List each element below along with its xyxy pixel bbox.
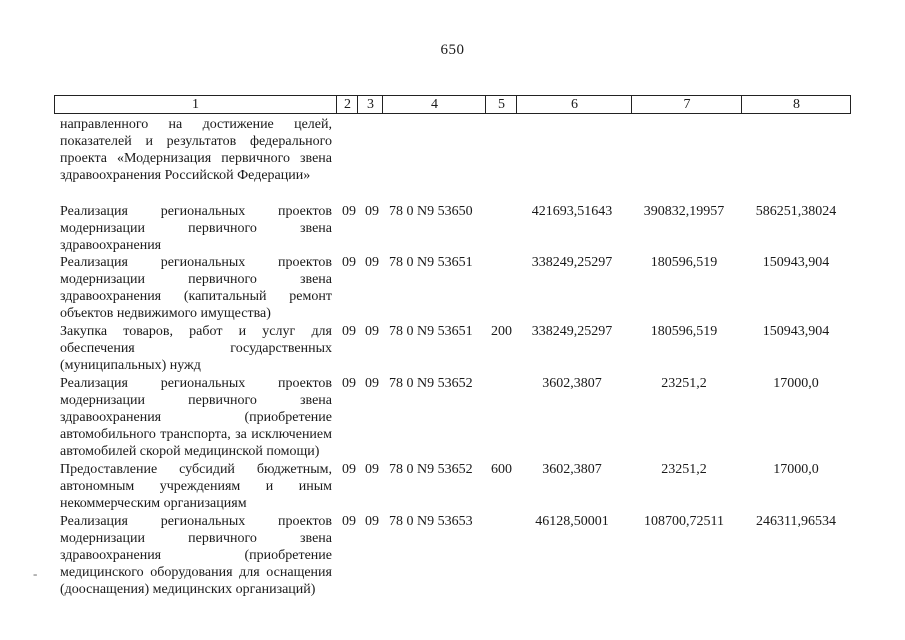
row-col-4: 78 0 N9 53651 — [389, 255, 473, 270]
row-col-2: 09 — [342, 204, 356, 219]
row-col-8: 150943,904 — [762, 324, 830, 339]
page-number: 650 — [440, 42, 465, 58]
row-description: Закупка товаров, работ и услуг для обеспечения государственных (муниципальных) нужд — [60, 324, 332, 373]
row-col-3: 09 — [365, 514, 379, 529]
row-col-2: 09 — [342, 324, 356, 339]
row-col-6: 3602,3807 — [542, 376, 602, 391]
row-col-6: 338249,25297 — [531, 324, 613, 339]
table-header-row — [54, 95, 851, 114]
row-col-8: 17000,0 — [773, 376, 819, 391]
row-description: Реализация региональных проектов модернизации первичного звена здравоохранения (приобретение медицинского оборудования для оснащения (дооснащения) медицинских организаций) — [60, 514, 332, 597]
row-col-4: 78 0 N9 53653 — [389, 514, 473, 529]
row-col-4: 78 0 N9 53652 — [389, 376, 473, 391]
row-description: Реализация региональных проектов модернизации первичного звена здравоохранения — [60, 204, 332, 253]
header-col-7: 7 — [631, 96, 742, 113]
row-col-6: 421693,51643 — [531, 204, 613, 219]
row-col-2: 09 — [342, 514, 356, 529]
row-col-2: 09 — [342, 255, 356, 270]
row-description: Реализация региональных проектов модернизации первичного звена здравоохранения (приобретение автомобильного транспорта, за исключением автомобилей скорой медицинской помощи) — [60, 376, 332, 459]
row-col-7: 23251,2 — [661, 376, 707, 391]
row-col-7: 180596,519 — [650, 255, 718, 270]
scan-artifact-mark: - — [33, 566, 38, 581]
row-col-6: 46128,50001 — [535, 514, 609, 529]
row-description: Реализация региональных проектов модернизации первичного звена здравоохранения (капитальный ремонт объектов недвижимого имущества) — [60, 255, 332, 321]
row-col-8: 246311,96534 — [756, 514, 836, 529]
row-col-4: 78 0 N9 53651 — [389, 324, 473, 339]
row-col-3: 09 — [365, 204, 379, 219]
continuation-description: направленного на достижение целей, показателей и результатов федерального проекта «Модернизация первичного звена здравоохранения Российской Федерации» — [60, 117, 332, 183]
row-description: Предоставление субсидий бюджетным, автономным учреждениям и иным некоммерческим организациям — [60, 462, 332, 511]
row-col-5: 200 — [491, 324, 512, 339]
header-col-6: 6 — [516, 96, 632, 113]
row-col-6: 338249,25297 — [531, 255, 613, 270]
row-col-4: 78 0 N9 53650 — [389, 204, 473, 219]
header-col-2: 2 — [336, 96, 358, 113]
header-col-3: 3 — [357, 96, 383, 113]
row-col-8: 150943,904 — [762, 255, 830, 270]
row-col-8: 586251,38024 — [755, 204, 837, 219]
row-col-7: 180596,519 — [650, 324, 718, 339]
row-col-2: 09 — [342, 462, 356, 477]
row-col-2: 09 — [342, 376, 356, 391]
row-col-3: 09 — [365, 255, 379, 270]
row-col-7: 23251,2 — [661, 462, 707, 477]
header-col-1: 1 — [192, 97, 199, 112]
row-col-3: 09 — [365, 324, 379, 339]
row-col-7: 390832,19957 — [643, 204, 725, 219]
row-col-3: 09 — [365, 462, 379, 477]
row-col-6: 3602,3807 — [542, 462, 602, 477]
header-col-5: 5 — [485, 96, 517, 113]
header-col-4: 4 — [382, 96, 486, 113]
row-col-5: 600 — [491, 462, 512, 477]
row-col-8: 17000,0 — [773, 462, 819, 477]
row-col-4: 78 0 N9 53652 — [389, 462, 473, 477]
row-col-7: 108700,72511 — [644, 514, 724, 529]
header-col-8: 8 — [741, 96, 851, 113]
row-col-3: 09 — [365, 376, 379, 391]
